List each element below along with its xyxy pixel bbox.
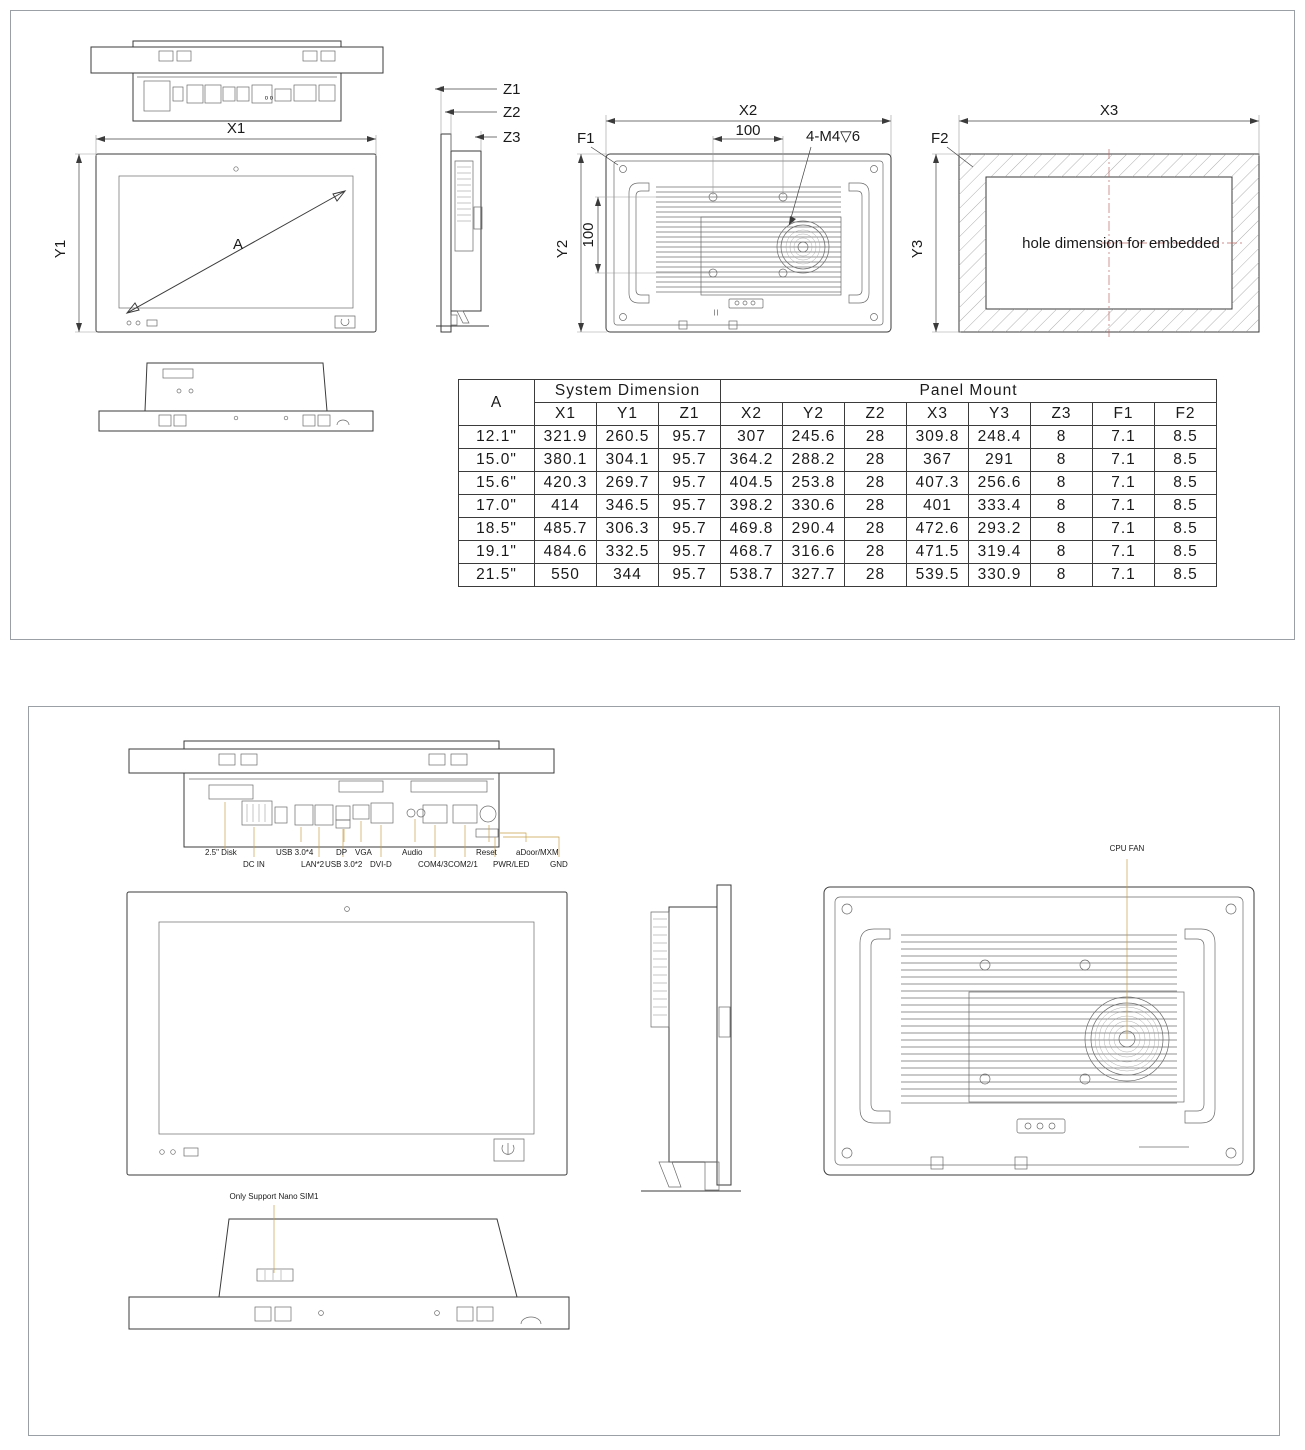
note-f1 — [577, 130, 618, 165]
table-row — [459, 564, 1217, 587]
cell-x1: 484.6 — [535, 541, 597, 564]
cell-z1: 95.7 — [659, 495, 721, 518]
header-a: A — [459, 380, 535, 426]
header-panel-mount: Panel Mount — [721, 380, 1217, 403]
cell-y2: 316.6 — [783, 541, 845, 564]
cell-x2: 307 — [721, 426, 783, 449]
row-size: 15.0" — [459, 449, 535, 472]
cell-y1: 332.5 — [597, 541, 659, 564]
cell-z2: 28 — [845, 564, 907, 587]
dim-x1 — [96, 120, 376, 156]
label-cpu-fan: CPU FAN — [1109, 844, 1145, 853]
cell-z3: 8 — [1031, 518, 1093, 541]
col-z3: Z3 — [1031, 403, 1093, 426]
cell-x3: 539.5 — [907, 564, 969, 587]
col-y1: Y1 — [597, 403, 659, 426]
cell-y3: 319.4 — [969, 541, 1031, 564]
cell-z1: 95.7 — [659, 518, 721, 541]
cell-x1: 414 — [535, 495, 597, 518]
label-x3: X3 — [1099, 102, 1119, 119]
cell-z2: 28 — [845, 426, 907, 449]
io-label-dp: DP — [336, 848, 348, 857]
cell-f1: 7.1 — [1093, 564, 1155, 587]
dimension-table — [458, 379, 1217, 587]
cell-y2: 253.8 — [783, 472, 845, 495]
label-z3: Z3 — [503, 129, 521, 146]
label-y2: Y2 — [554, 239, 571, 259]
dim-y1 — [52, 154, 97, 332]
io-label-dcin: DC IN — [243, 860, 265, 869]
svg-text:| |: | | — [713, 309, 719, 315]
table-row — [459, 518, 1217, 541]
col-y3: Y3 — [969, 403, 1031, 426]
dim-z-group — [435, 81, 521, 151]
rear-view — [606, 154, 891, 332]
cell-x1: 321.9 — [535, 426, 597, 449]
cell-x3: 472.6 — [907, 518, 969, 541]
label-z1: Z1 — [503, 81, 521, 98]
cell-f2: 8.5 — [1155, 564, 1217, 587]
cell-y3: 291 — [969, 449, 1031, 472]
label-screw-note: 4-M4▽6 — [806, 128, 861, 145]
io-label-com21: COM2/1 — [448, 860, 478, 869]
cell-y1: 269.7 — [597, 472, 659, 495]
io-label-audio: Audio — [402, 848, 423, 857]
label-y3: Y3 — [909, 239, 926, 259]
cell-y2: 327.7 — [783, 564, 845, 587]
bottom-drawing-svg — [29, 707, 1279, 1435]
cell-y2: 288.2 — [783, 449, 845, 472]
front-view — [96, 154, 376, 332]
label-a-diagonal: A — [233, 236, 244, 253]
cell-y1: 346.5 — [597, 495, 659, 518]
cell-z1: 95.7 — [659, 564, 721, 587]
table-column-header-row — [459, 403, 1217, 426]
row-size: 15.6" — [459, 472, 535, 495]
side-view-large — [641, 885, 741, 1191]
header-system-dimension: System Dimension — [535, 380, 721, 403]
cell-z3: 8 — [1031, 472, 1093, 495]
cell-x3: 471.5 — [907, 541, 969, 564]
front-view-large — [127, 892, 567, 1175]
cell-y2: 330.6 — [783, 495, 845, 518]
label-f2: F2 — [931, 130, 949, 147]
table-row — [459, 472, 1217, 495]
cell-f2: 8.5 — [1155, 495, 1217, 518]
top-view-io — [91, 41, 383, 121]
dim-y3 — [909, 154, 961, 332]
cell-f1: 7.1 — [1093, 472, 1155, 495]
io-label-usb30x2: USB 3.0*2 — [325, 860, 363, 869]
io-label-pwrled: PWR/LED — [493, 860, 530, 869]
note-screw — [789, 128, 860, 225]
cell-z2: 28 — [845, 541, 907, 564]
cell-z3: 8 — [1031, 449, 1093, 472]
col-z2: Z2 — [845, 403, 907, 426]
cell-f1: 7.1 — [1093, 426, 1155, 449]
cell-z2: 28 — [845, 518, 907, 541]
col-f2: F2 — [1155, 403, 1217, 426]
label-x2: X2 — [738, 102, 758, 119]
bottom-view — [99, 363, 373, 431]
label-pitch-vertical: 100 — [580, 222, 597, 248]
cell-z1: 95.7 — [659, 472, 721, 495]
cell-y1: 260.5 — [597, 426, 659, 449]
cell-y3: 256.6 — [969, 472, 1031, 495]
io-label-reset: Reset — [476, 848, 497, 857]
cell-z2: 28 — [845, 449, 907, 472]
cell-x1: 485.7 — [535, 518, 597, 541]
cell-x3: 367 — [907, 449, 969, 472]
cell-x1: 550 — [535, 564, 597, 587]
cell-f1: 7.1 — [1093, 541, 1155, 564]
io-label-com43: COM4/3 — [418, 860, 448, 869]
io-label-disk: 2.5" Disk — [205, 848, 237, 857]
cell-f1: 7.1 — [1093, 495, 1155, 518]
cell-z3: 8 — [1031, 495, 1093, 518]
io-label-lan: LAN*2 — [301, 860, 325, 869]
col-f1: F1 — [1093, 403, 1155, 426]
label-x1: X1 — [226, 120, 246, 137]
col-z1: Z1 — [659, 403, 721, 426]
cell-y2: 245.6 — [783, 426, 845, 449]
dim-pitch-horizontal — [713, 122, 783, 195]
cell-y1: 304.1 — [597, 449, 659, 472]
cell-f1: 7.1 — [1093, 449, 1155, 472]
cell-f1: 7.1 — [1093, 518, 1155, 541]
col-y2: Y2 — [783, 403, 845, 426]
row-size: 19.1" — [459, 541, 535, 564]
cell-f2: 8.5 — [1155, 426, 1217, 449]
cutout-view — [959, 149, 1259, 337]
cell-z1: 95.7 — [659, 449, 721, 472]
io-label-adoor: aDoor/MXM — [516, 848, 559, 857]
label-cutout-note: hole dimension for embedded — [1022, 235, 1220, 252]
io-label-usb30x4: USB 3.0*4 — [276, 848, 314, 857]
label-sim-note: Only Support Nano SIM1 — [229, 1192, 319, 1201]
io-top-view — [129, 741, 568, 869]
svg-text:o o: o o — [264, 94, 274, 100]
cell-y1: 344 — [597, 564, 659, 587]
io-label-gnd: GND — [550, 860, 568, 869]
cell-y1: 306.3 — [597, 518, 659, 541]
cell-y3: 330.9 — [969, 564, 1031, 587]
side-view — [436, 134, 489, 332]
cell-x2: 538.7 — [721, 564, 783, 587]
cell-x2: 469.8 — [721, 518, 783, 541]
cell-z1: 95.7 — [659, 426, 721, 449]
cell-x3: 407.3 — [907, 472, 969, 495]
cell-z1: 95.7 — [659, 541, 721, 564]
table-row — [459, 495, 1217, 518]
table-row — [459, 449, 1217, 472]
row-size: 18.5" — [459, 518, 535, 541]
cell-y2: 290.4 — [783, 518, 845, 541]
col-x2: X2 — [721, 403, 783, 426]
cell-f2: 8.5 — [1155, 449, 1217, 472]
cell-f2: 8.5 — [1155, 541, 1217, 564]
cell-x3: 309.8 — [907, 426, 969, 449]
label-z2: Z2 — [503, 104, 521, 121]
cell-x2: 468.7 — [721, 541, 783, 564]
dim-x3 — [959, 102, 1259, 156]
row-size: 17.0" — [459, 495, 535, 518]
cell-y3: 248.4 — [969, 426, 1031, 449]
cell-x2: 364.2 — [721, 449, 783, 472]
cell-x2: 404.5 — [721, 472, 783, 495]
table-row — [459, 541, 1217, 564]
cell-y3: 293.2 — [969, 518, 1031, 541]
col-x3: X3 — [907, 403, 969, 426]
label-pitch-horizontal: 100 — [735, 122, 761, 139]
col-x1: X1 — [535, 403, 597, 426]
table-row — [459, 426, 1217, 449]
cell-z2: 28 — [845, 472, 907, 495]
bottom-view-large — [129, 1192, 569, 1329]
cell-f2: 8.5 — [1155, 472, 1217, 495]
cell-x1: 420.3 — [535, 472, 597, 495]
io-label-dvid: DVI-D — [370, 860, 392, 869]
rear-view-large — [824, 844, 1254, 1175]
bottom-drawing-panel — [28, 706, 1280, 1436]
cell-x3: 401 — [907, 495, 969, 518]
label-y1: Y1 — [52, 239, 69, 259]
cell-z3: 8 — [1031, 541, 1093, 564]
cell-z2: 28 — [845, 495, 907, 518]
row-size: 12.1" — [459, 426, 535, 449]
label-f1: F1 — [577, 130, 595, 147]
table-group-header-row — [459, 380, 1217, 403]
row-size: 21.5" — [459, 564, 535, 587]
cell-f2: 8.5 — [1155, 518, 1217, 541]
io-label-vga: VGA — [355, 848, 372, 857]
cell-y3: 333.4 — [969, 495, 1031, 518]
cell-x2: 398.2 — [721, 495, 783, 518]
cell-z3: 8 — [1031, 564, 1093, 587]
cell-x1: 380.1 — [535, 449, 597, 472]
cell-z3: 8 — [1031, 426, 1093, 449]
